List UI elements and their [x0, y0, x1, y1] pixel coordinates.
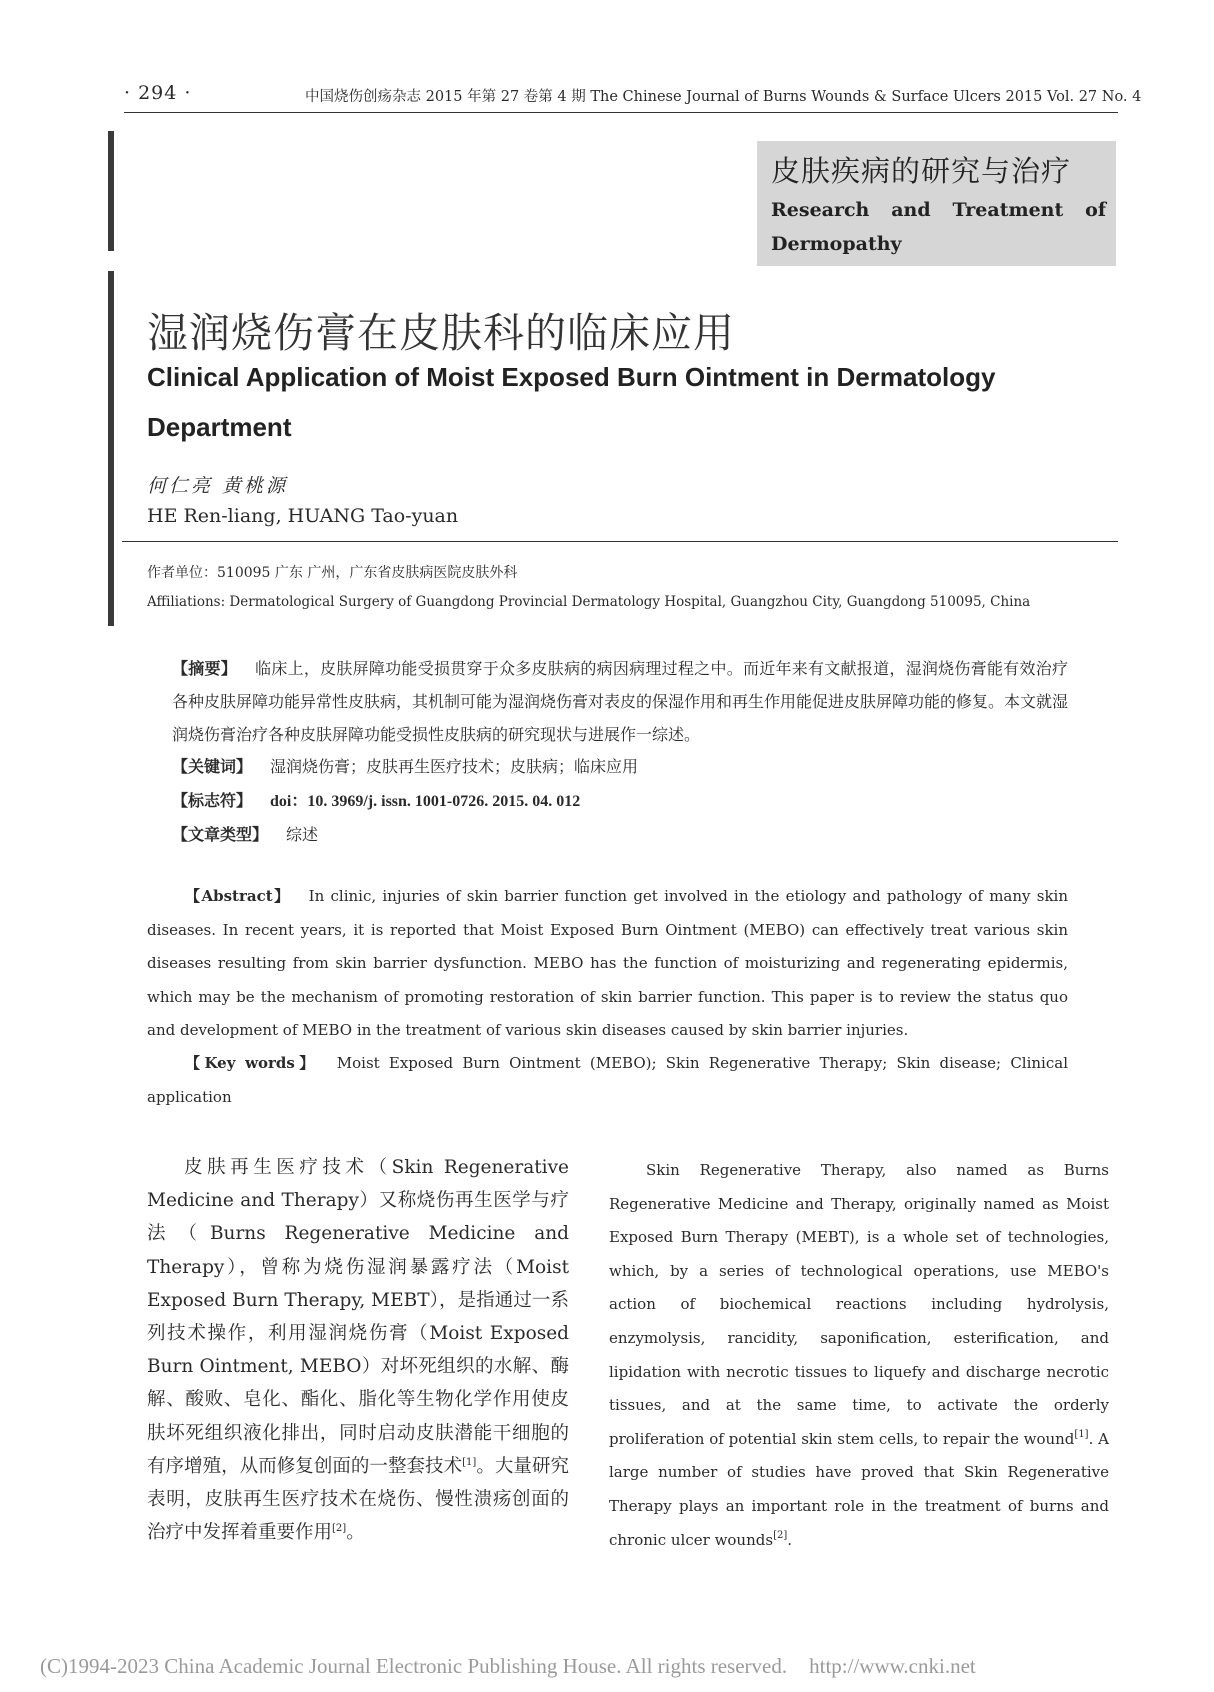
article-type-label: 【文章类型】: [172, 825, 269, 844]
article-title-en: Clinical Application of Moist Exposed Burn Ointment in Dermatology Department: [147, 362, 996, 442]
authors-cn: 何仁亮 黄桃源: [147, 475, 289, 497]
abstract-en: [147, 880, 1068, 1048]
doi-value: doi：10. 3969/j. issn. 1001-0726. 2015. 04. 012: [270, 793, 581, 810]
section-box: [757, 141, 1116, 266]
authors-en: HE Ren-liang, HUANG Tao-yuan: [147, 505, 459, 527]
article-type-value: 综述: [286, 825, 319, 844]
keywords-en-text: Moist Exposed Burn Ointment (MEBO); Skin Regenerative Therapy; Skin disease; Clinical application: [147, 1054, 1068, 1106]
abstract-cn-label: 【摘要】: [172, 659, 238, 678]
abstract-en-text: In clinic, injuries of skin barrier function get involved in the etiology and pathology of many skin diseases. In recent years, it is reported that Moist Exposed Burn Ointment (MEBO) can effectively treat various skin diseases resulting from skin barrier dysfunction. MEBO has the function of moisturizing and regenerating epidermis, which may be the mechanism of promoting restoration of skin barrier function. This paper is to review the status quo and development of MEBO in the treatment of various skin diseases caused by skin barrier injuries.: [147, 887, 1069, 1039]
abstract-cn-text: 临床上，皮肤屏障功能受损贯穿于众多皮肤病的病因病理过程之中。而近年来有文献报道，湿润烧伤膏能有效治疗各种皮肤屏障功能异常性皮肤病，其机制可能为湿润烧伤膏对表皮的保湿作用和再生作用能促进皮肤屏障功能的修复。本文就湿润烧伤膏治疗各种皮肤屏障功能受损性皮肤病的研究现状与进展作一综述。: [172, 659, 1069, 744]
body-en-end: .: [787, 1530, 793, 1549]
margin-bar-middle: [108, 271, 114, 626]
citation-1-en[interactable]: [1]: [1074, 1428, 1089, 1440]
copyright-footer: [40, 1654, 976, 1679]
citation-2[interactable]: [2]: [332, 1523, 347, 1535]
author-rule: [122, 541, 1118, 542]
body-cn-text-2: 。大量研究表明，皮肤再生医疗技术在烧伤、慢性溃疡创面的治疗中发挥着重要作用: [147, 1455, 569, 1544]
body-cn-end: 。: [346, 1522, 365, 1544]
body-en-text-2: . A large number of studies have proved that Skin Regenerative Therapy plays an important role in the treatment of burns and chronic ulcer wounds: [609, 1429, 1109, 1549]
doi-label: 【标志符】: [172, 791, 253, 810]
body-cn-text: 皮肤再生医疗技术（Skin Regenerative Medicine and Therapy）又称烧伤再生医学与疗法（Burns Regenerative Medicine and Therapy），曾称为烧伤湿润暴露疗法（Moist Exposed Burn Therapy, MEBT），是指通过一系列技术操作，利用湿润烧伤膏（Moist Exposed Burn Ointment, MEBO）对坏死组织的水解、酶解、酸败、皂化、酯化、脂化等生物化学作用使皮肤坏死组织液化排出，同时启动皮肤潜能干细胞的有序增殖，从而修复创面的一整套技术: [147, 1157, 569, 1477]
keywords-en: [147, 1047, 1068, 1114]
page-number: · 294 ·: [124, 82, 192, 104]
citation-2-en[interactable]: [2]: [773, 1529, 788, 1541]
keywords-cn: [172, 754, 638, 777]
cnki-link[interactable]: http://www.cnki.net: [809, 1654, 976, 1678]
keywords-en-label: 【Key words】: [185, 1054, 319, 1072]
affiliation-en: Affiliations: Dermatological Surgery of Guangdong Provincial Dermatology Hospital, Guangzhou City, Guangdong 510095, China: [147, 594, 1031, 610]
header-rule: [124, 112, 1118, 113]
keywords-cn-label: 【关键词】: [172, 757, 253, 776]
body-column-cn: [147, 1151, 569, 1549]
margin-bar-top: [108, 131, 114, 251]
affiliation-cn: 作者单位：510095 广东 广州，广东省皮肤病医院皮肤外科: [147, 565, 518, 581]
keywords-cn-text: 湿润烧伤膏；皮肤再生医疗技术；皮肤病；临床应用: [270, 757, 639, 776]
doi-line: [172, 788, 580, 811]
section-title-cn: 皮肤疾病的研究与治疗: [771, 154, 1072, 188]
abstract-en-label: 【Abstract】: [185, 887, 291, 905]
body-column-en: [609, 1154, 1109, 1557]
citation-1[interactable]: [1]: [462, 1456, 477, 1468]
body-en-text: Skin Regenerative Therapy, also named as Burns Regenerative Medicine and Therapy, originally named as Moist Exposed Burn Therapy (MEBT), is a whole set of technologies, which, by a series of technological operations, use MEBO's action of biochemical reactions including hydrolysis, enzymolysis, rancidity, saponification, esterification, and lipidation with necrotic tissues to liquefy and discharge necrotic tissues, and at the same time, to activate the orderly proliferation of potential skin stem cells, to repair the wound: [609, 1161, 1109, 1448]
abstract-cn: [172, 652, 1068, 751]
article-title-cn: 湿润烧伤膏在皮肤科的临床应用: [147, 309, 735, 357]
copyright-text: (C)1994-2023 China Academic Journal Electronic Publishing House. All rights reserved.: [40, 1654, 788, 1678]
running-head: 中国烧伤创疡杂志 2015 年第 27 卷第 4 期 The Chinese Journal of Burns Wounds & Surface Ulcers 2015 Vol. 27 No. 4: [305, 89, 1142, 105]
article-type-line: [172, 822, 318, 845]
section-title-en: Research and Treatment of Dermopathy: [771, 199, 1106, 255]
